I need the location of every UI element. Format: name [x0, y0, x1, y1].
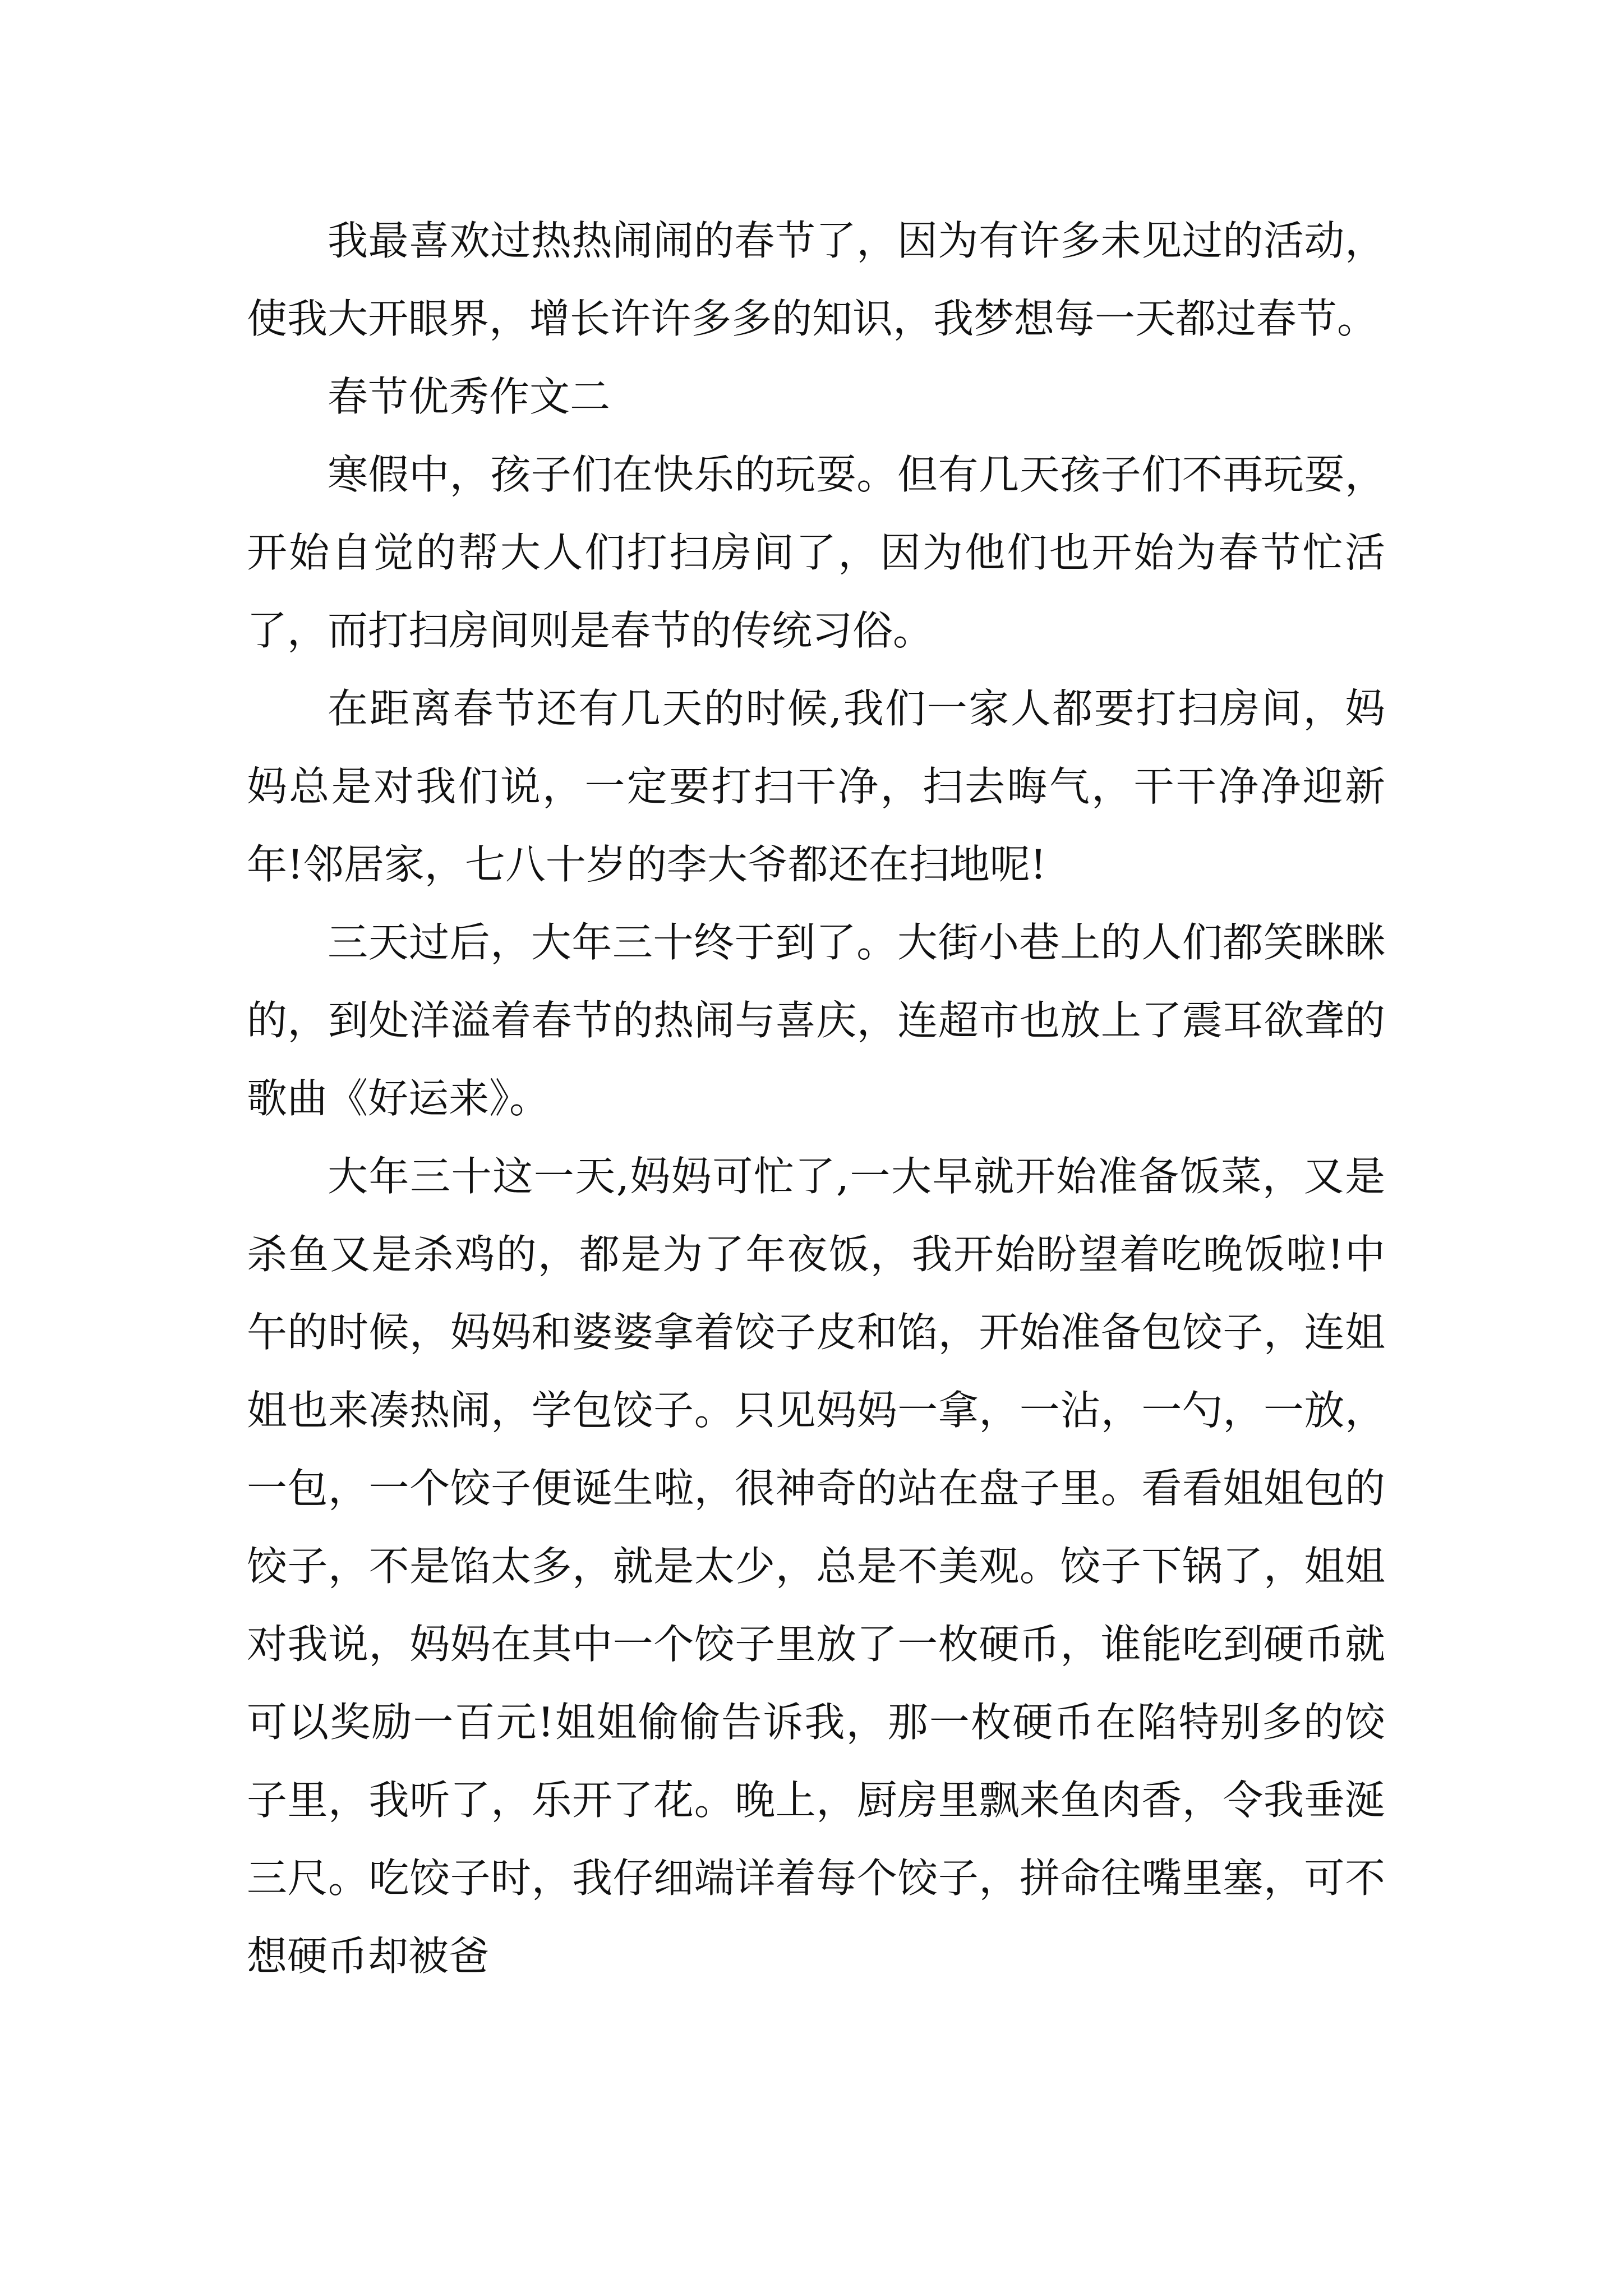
paragraph-intro-ending: 我最喜欢过热热闹闹的春节了，因为有许多未见过的活动，使我大开眼界，增长许许多多的知识，我梦想每一天都过春节。: [247, 217, 1385, 342]
paragraph-dumplings: 大年三十这一天,妈妈可忙了,一大早就开始准备饭菜，又是杀鱼又是杀鸡的，都是为了年夜饭，我开始盼望着吃晚饭啦!中午的时候，妈妈和婆婆拿着饺子皮和馅，开始准备包饺子，连姐姐也来凑热闹，学包饺子。只见妈妈一拿，一沾，一勺，一放，一包，一个饺子便诞生啦，很神奇的站在盘子里。看看姐姐包的饺子，不是馅太多，就是太少，总是不美观。饺子下锅了，姐姐对我说，妈妈在其中一个饺子里放了一枚硬币，谁能吃到硬币就可以奖励一百元!姐姐偷偷告诉我，那一枚硬币在陷特别多的饺子里，我听了，乐开了花。晚上，厨房里飘来鱼肉香，令我垂涎三尺。吃饺子时，我仔细端详着每个饺子，拼命往嘴里塞，可不想硬币却被爸: [247, 1153, 1385, 1980]
paragraph-winter-break: 寒假中，孩子们在快乐的玩耍。但有几天孩子们不再玩耍，开始自觉的帮大人们打扫房间了，因为他们也开始为春节忙活了，而打扫房间则是春节的传统习俗。: [247, 451, 1385, 654]
essay-title: 春节优秀作文二: [328, 373, 611, 420]
paragraph-new-year-eve: 三天过后，大年三十终于到了。大街小巷上的人们都笑眯眯的，到处洋溢着春节的热闹与喜庆，连超市也放上了震耳欲聋的歌曲《好运来》。: [247, 919, 1385, 1122]
document-page: [247, 202, 1385, 1995]
paragraph-cleaning: 在距离春节还有几天的时候,我们一家人都要打扫房间，妈妈总是对我们说，一定要打扫干净，扫去晦气，干干净净迎新年!邻居家，七八十岁的李大爷都还在扫地呢!: [247, 685, 1385, 888]
